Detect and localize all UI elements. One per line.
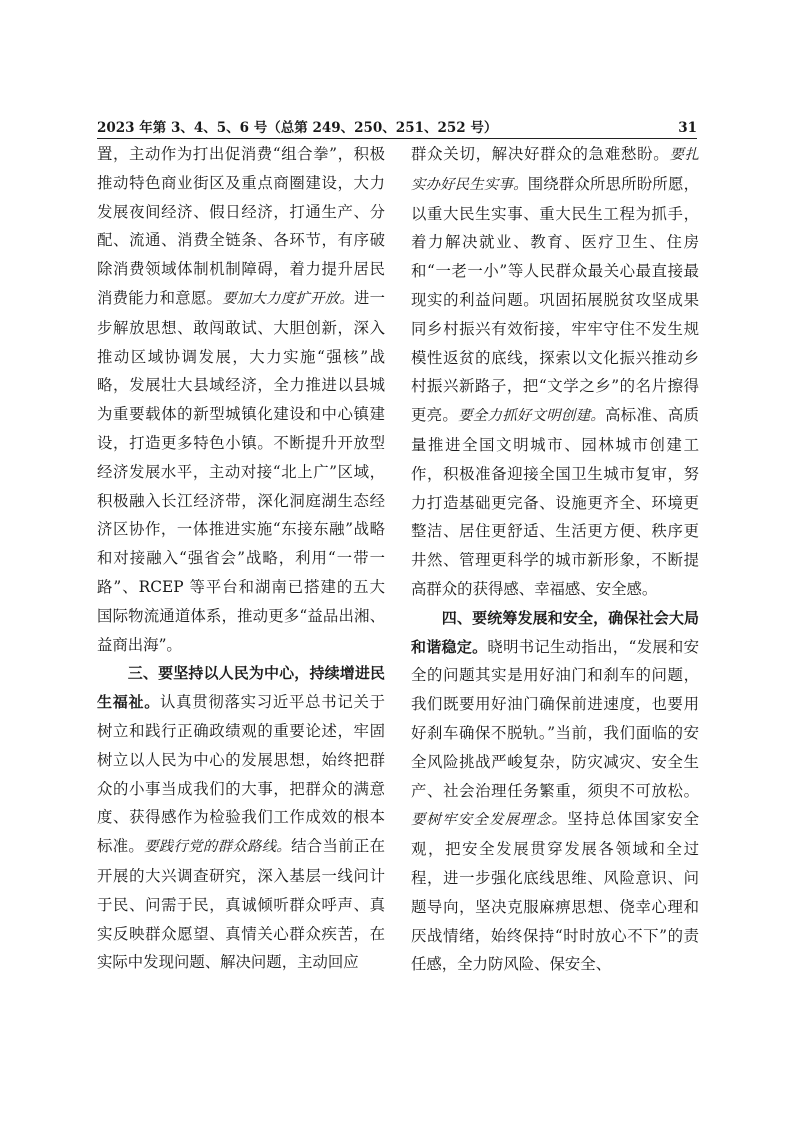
section-heading: 四、要统筹发展和安全，确保社会大局和谐稳定。 bbox=[411, 608, 699, 656]
body-text: 置，主动作为打出促消费“组合拳”，积极推动特色商业街区及重点商圈建设，大力发展夜间经济、假日经济，打通生产、分配、流通、消费全链条、各环节，有序破除消费领域体制机制障碍，着力提升居民消费能力和意愿。 bbox=[97, 145, 385, 307]
page-number: 31 bbox=[678, 120, 697, 136]
paragraph bbox=[97, 140, 385, 659]
body-text: 结合当前正在开展的大兴调查研究，深入基层一线问计于民、问需于民，真诚倾听群众呼声、真实反映群众愿望、真情关心群众疾苦，在实际中发现问题、解决问题，主动回应 bbox=[97, 837, 385, 972]
paragraph bbox=[411, 604, 699, 979]
left-column bbox=[97, 140, 385, 977]
right-column bbox=[411, 140, 699, 979]
body-text: 高标准、高质量推进全国文明城市、园林城市创建工作，积极准备迎接全国卫生城市复审，努力打造基础更完备、设施更齐全、环境更整洁、居住更舒适、生活更方便、秩序更井然、管理更科学的城市新形象，不断提高群众的获得感、幸福感、安全感。 bbox=[411, 406, 699, 598]
emphasis-text: 要践行党的群众路线。 bbox=[144, 839, 292, 856]
body-text: 坚持总体国家安全观，把安全发展贯穿发展各领域和全过程，进一步强化底线思维、风险意识、问题导向，坚决克服麻痹思想、侥幸心理和厌战情绪，始终保持“时时放心不下”的责任感，全力防风险、保安全、 bbox=[411, 810, 699, 974]
body-text: 群众关切，解决好群众的急难愁盼。 bbox=[411, 145, 670, 163]
body-text: 进一步解放思想、敢闯敢试、大胆创新，深入推动区域协调发展，大力实施“强核”战略，发展壮大县域经济，全力推进以县城为重要载体的新型城镇化建设和中心镇建设，打造更多特色小镇。不断提升开放型经济发展水平，主动对接“北上广”区域，积极融入长江经济带，深化洞庭湖生态经济区协作，一体推进实施“东接东融”战略和对接融入“强省会”战略，利用“一带一路”、RCEP 等平台和湖南已搭建的五大国际物流通道体系，推动更多“益品出湘、益商出海”。 bbox=[97, 288, 385, 654]
body-text: 认真贯彻落实习近平总书记关于树立和践行正确政绩观的重要论述，牢固树立以人民为中心的发展思想，始终把群众的小事当成我们的大事，把群众的满意度、获得感作为检验我们工作成效的根本标准。 bbox=[97, 693, 385, 856]
body-text: 围绕群众所思所盼所愿，以重大民生实事、重大民生工程为抓手，着力解决就业、教育、医疗卫生、住房和“一老一小”等人民群众最关心最直接最现实的利益问题。巩固拓展脱贫攻坚成果同乡村振兴有效衔接，牢牢守住不发生规模性返贫的底线，探索以文化振兴推动乡村振兴新路子，把“文学之乡”的名片擦得更亮。 bbox=[411, 174, 699, 425]
paragraph bbox=[97, 659, 385, 977]
emphasis-text: 要树牢安全发展理念。 bbox=[411, 812, 568, 829]
emphasis-text: 要全力抓好文明创建。 bbox=[458, 408, 606, 425]
issue-info: 2023 年第 3、4、5、6 号（总第 249、250、251、252 号） bbox=[97, 120, 498, 136]
paragraph bbox=[411, 140, 699, 604]
running-header bbox=[97, 114, 697, 139]
section-heading: 三、要坚持以人民为中心，持续增进民生福祉。 bbox=[97, 664, 385, 712]
body-text: 晓明书记生动指出，“发展和安全的问题其实是用好油门和刹车的问题，我们既要用好油门确保前进速度，也要用好刹车确保不脱轨。”当前，我们面临的安全风险挑战严峻复杂，防灾减灾、安全生产、社会治理任务繁重，须臾不可放松。 bbox=[411, 637, 699, 800]
emphasis-text: 要加大力度扩开放。 bbox=[222, 290, 354, 307]
emphasis-text: 要扎实办好民生实事。 bbox=[411, 147, 699, 193]
